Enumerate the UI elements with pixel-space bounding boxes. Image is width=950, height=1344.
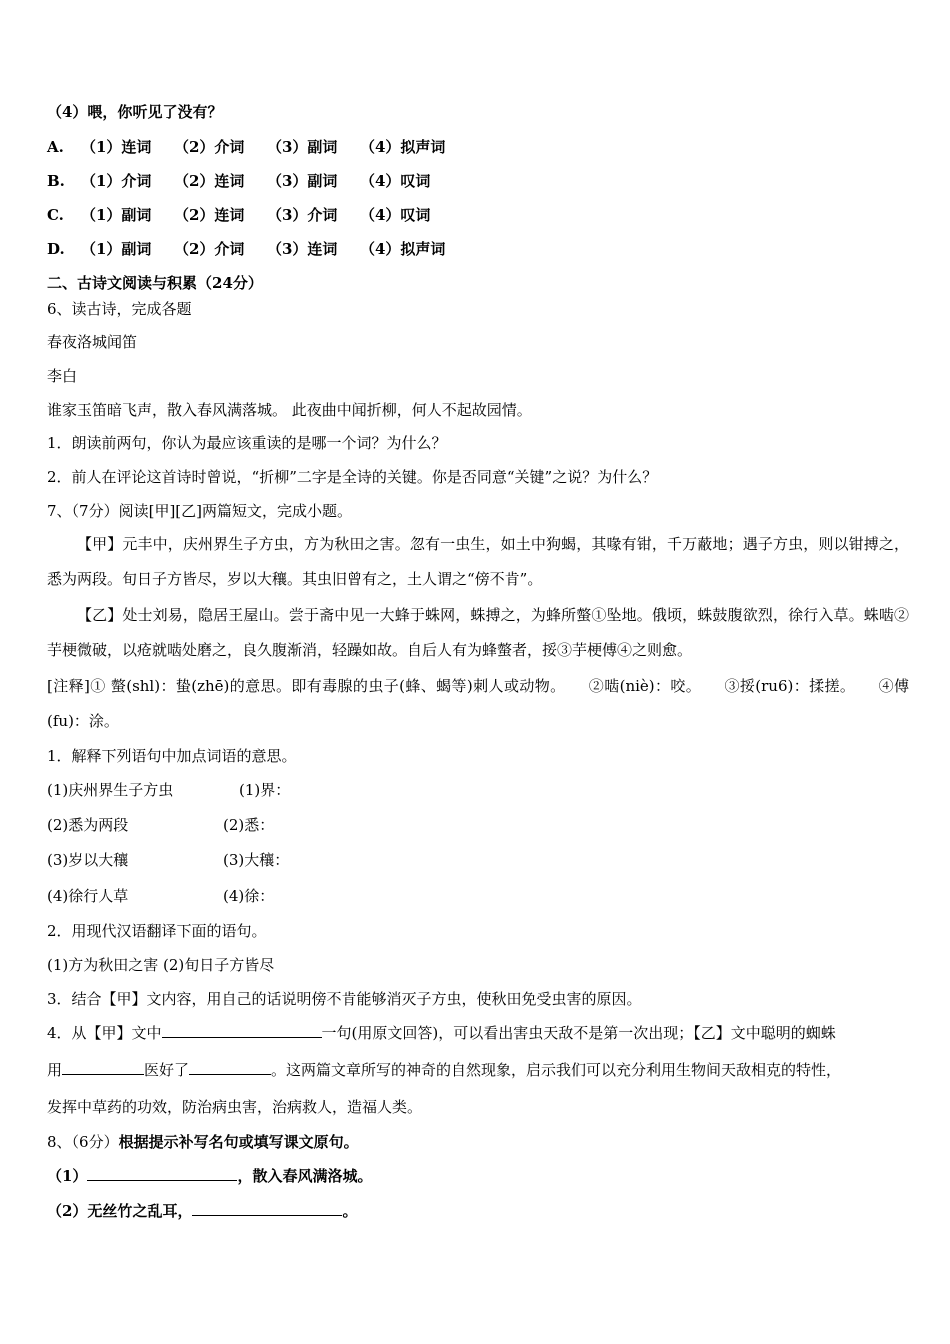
question-7-sub-4-end: 发挥中草药的功效，防治病虫害，治病救人，造福人类。 [47, 1098, 423, 1116]
option-item: （3）副词 [267, 138, 338, 156]
question-7-sub-4-cont [47, 1060, 841, 1080]
word-item [47, 780, 290, 800]
word-answer: (2)悉： [223, 816, 275, 834]
line-text: （2）无丝竹之乱耳， [47, 1202, 193, 1220]
option-item: （1）副词 [81, 240, 152, 258]
answer-blank[interactable] [162, 1023, 322, 1038]
word-answer: (3)大穰： [223, 851, 290, 869]
option-item: （4）拟声词 [360, 138, 446, 156]
option-item: （2）连词 [174, 172, 245, 190]
word-sentence: (2)悉为两段 [47, 816, 129, 834]
section-heading: 二、古诗文阅读与积累（24分） [47, 274, 263, 292]
question-7-sub-4 [47, 1023, 836, 1043]
question-7-title: 7、（7分）阅读[甲][乙]两篇短文，完成小题。 [47, 502, 352, 520]
word-answer: (1)界： [239, 781, 291, 799]
option-letter: C. [47, 206, 64, 224]
question-6-title: 6、读古诗，完成各题 [47, 300, 192, 318]
question-7-sub-1: 1．解释下列语句中加点词语的意思。 [47, 747, 297, 765]
option-item: （1）介词 [81, 172, 152, 190]
sub-4-text: 医好了 [144, 1061, 190, 1079]
word-item [47, 886, 274, 906]
option-c [47, 205, 430, 225]
option-d [47, 239, 445, 259]
option-a [47, 137, 445, 157]
sub-4-text: 一句(用原文回答)，可以看出害虫天敌不是第一次出现；【乙】文中聪明的蜘蛛 [321, 1024, 836, 1042]
word-sentence: (4)徐行人草 [47, 887, 129, 905]
annotation-note: [注释]① 螫(shl)：蛰(zhē)的意思。即有毒腺的虫子(蜂、蝎等)刺人或动物。 ②啮(niè)：咬。 ③挼(ru6)：揉搓。 ④傅(fu)：涂。 [47, 677, 909, 730]
option-item: （3）连词 [267, 240, 338, 258]
question-6-sub-2: 2．前人在评论这首诗时曾说，“折柳”二字是全诗的关键。你是否同意“关键”之说？为什么？ [47, 468, 658, 486]
question-8-score: 8、（6分） [47, 1133, 119, 1151]
option-item: （2）连词 [174, 206, 245, 224]
option-item: （1）连词 [81, 138, 152, 156]
line-text: ，散入春风满洛城。 [237, 1167, 373, 1185]
poem-title: 春夜洛城闻笛 [47, 333, 138, 351]
question-8-line-2 [47, 1201, 357, 1221]
question-7-sub-2: 2．用现代汉语翻译下面的语句。 [47, 922, 267, 940]
option-item: （4）拟声词 [360, 240, 446, 258]
option-item: （1）副词 [81, 206, 152, 224]
option-item: （3）介词 [267, 206, 338, 224]
sub-4-text: 4．从【甲】文中 [47, 1024, 162, 1042]
answer-blank[interactable] [192, 1201, 342, 1216]
question-8-title [47, 1132, 359, 1152]
question-8-prompt: 根据提示补写名句或填写课文原句。 [118, 1133, 359, 1151]
option-item: （4）叹词 [360, 206, 431, 224]
word-item [47, 850, 289, 870]
sub-4-text: 用 [47, 1061, 63, 1079]
question-4-line: （4）喂，你听见了没有？ [47, 103, 223, 121]
translate-items: (1)方为秋田之害 (2)旬日子方皆尽 [47, 956, 275, 974]
option-b [47, 171, 430, 191]
question-8-line-1 [47, 1166, 372, 1186]
question-7-sub-3: 3．结合【甲】文内容，用自己的话说明傍不肯能够消灭子方虫，使秋田免受虫害的原因。 [47, 990, 642, 1008]
answer-blank[interactable] [189, 1060, 271, 1075]
word-answer: (4)徐： [223, 887, 275, 905]
option-letter: D. [47, 240, 65, 258]
option-letter: B. [47, 172, 65, 190]
word-sentence: (3)岁以大穰 [47, 851, 129, 869]
option-item: （2）介词 [174, 240, 245, 258]
passage-jia: 【甲】元丰中，庆州界生子方虫，方为秋田之害。忽有一虫生，如土中狗蝎，其喙有钳，千万蔽地；遇子方虫，则以钳搏之，悉为两段。旬日子方皆尽，岁以大穰。其虫旧曾有之，土人谓之“傍不肯”。 [47, 535, 909, 588]
option-item: （4）叹词 [360, 172, 431, 190]
poem-text: 谁家玉笛暗飞声，散入春风满落城。 此夜曲中闻折柳，何人不起故园情。 [47, 401, 532, 419]
passage-yi: 【乙】处士刘易，隐居王屋山。尝于斋中见一大蜂于蛛网，蛛搏之，为蜂所螫①坠地。俄顷，蛛鼓腹欲烈，徐行入草。蛛啮②芋梗微破，以疮就啮处磨之，良久腹渐消，轻躁如故。自后人有为蜂螫者，挼③芋梗傅④之则愈。 [47, 606, 909, 659]
option-item: （2）介词 [174, 138, 245, 156]
question-6-sub-1: 1．朗读前两句，你认为最应该重读的是哪一个词？为什么？ [47, 434, 447, 452]
line-text: 。 [342, 1202, 358, 1220]
line-text: （1） [47, 1167, 88, 1185]
poem-author: 李白 [47, 367, 78, 385]
option-letter: A. [47, 138, 64, 156]
answer-blank[interactable] [87, 1166, 237, 1181]
answer-blank[interactable] [62, 1060, 144, 1075]
option-item: （3）副词 [267, 172, 338, 190]
sub-4-text: 。这两篇文章所写的神奇的自然现象，启示我们可以充分利用生物间天敌相克的特性， [271, 1061, 842, 1079]
word-item [47, 815, 274, 835]
word-sentence: (1)庆州界生子方虫 [47, 781, 174, 799]
